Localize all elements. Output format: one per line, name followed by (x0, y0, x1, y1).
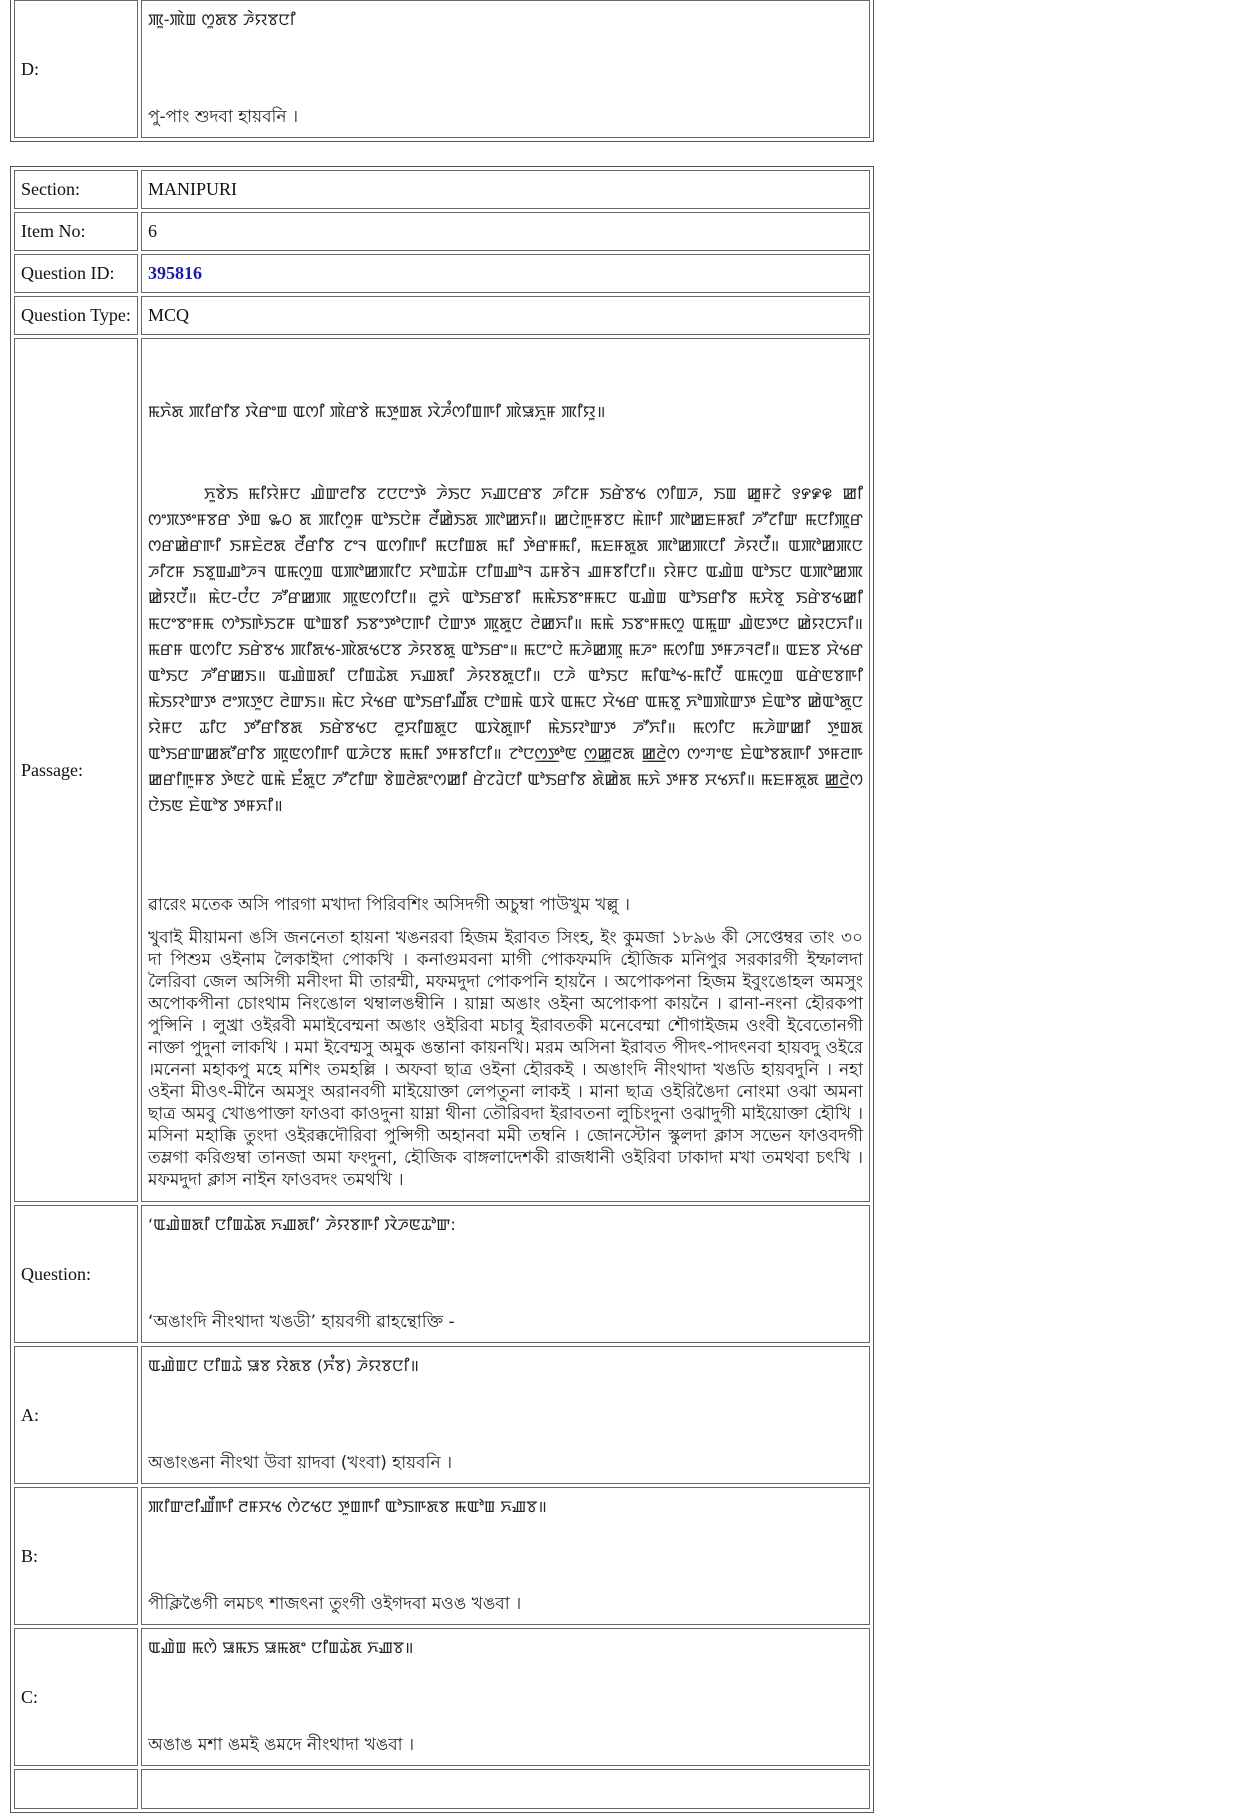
option-a-mm-text: ꯑꯉꯥꯡꯅ ꯅꯤꯡꯊꯥ ꯎꯕ ꯌꯥꯗꯕ (ꯈꯪꯕ) ꯍꯥꯌꯕꯅꯤ॥ (148, 1356, 419, 1375)
passage-content (141, 338, 870, 1202)
option-d-table (10, 0, 874, 142)
item-no-value: 6 (141, 212, 870, 251)
passage-bn-heading: ৱারেং মতেক অসি পারগা মখাদা পিরিবশিং অসিদগী অচুম্বা পাউখুম খল্লু । (148, 895, 631, 915)
option-a-bn-text: অঙাংঙনা নীংথা উবা য়াদবা (খংবা) হায়বনি । (148, 1453, 453, 1473)
question-table (10, 166, 874, 1813)
option-d-label: D: (14, 0, 138, 138)
passage-mm-heading: ꯃꯈꯥꯗ ꯄꯤꯔꯤꯕ ꯋꯥꯔꯦꯡ ꯑꯁꯤ ꯄꯥꯔꯕꯥ ꯃꯇꯨꯡꯗ ꯋꯥꯍꯪꯁꯤꯡꯒꯤ ꯄꯥꯎꯈꯨꯝ ꯄꯤꯌꯨ॥ (148, 402, 606, 421)
option-b-bn-text: পীক্লিঙৈগী লমচৎ শাজৎনা তুংগী ওইগদবা মওঙ খঙবা । (148, 1594, 522, 1614)
section-value: MANIPURI (141, 170, 870, 209)
option-b-content (141, 1487, 870, 1625)
question-content (141, 1205, 870, 1343)
option-a-label: A: (14, 1346, 138, 1484)
option-d-mm-text: ꯄꯨ-ꯄꯥꯡ ꯁꯨꯗꯕ ꯍꯥꯌꯕꯅꯤ (148, 10, 296, 29)
passage-label: Passage: (14, 338, 138, 1202)
question-type-value: MCQ (141, 296, 870, 335)
passage-bn-paragraph: খুবাই মীয়ামনা ঙসি জননেতা হায়না খঙনরবা হিজম ইরাবত সিংহ, ইং কুমজা ১৮৯৬ কী সেপ্তেম্বর তাং ৩০ দা পিশুম ওইনাম লৈকাইদা পোকখি । কনাগুমবনা মাগী পোকফমদি হৌজিক মনিপুর সরকারগী ইম্ফালদা লৈরিবা জেল অসিগী মনীংদা মী তারম্মী, মফমদুদা পোকপনি হায়নৈ । অপোকপনা হিজম ইবুংঙোহল অমসুং অপোকপীনা চোংথাম নিংঙোল থম্বালঙম্বীনি । য়াম্না অঙাং ওইনা অপোকপা কায়নৈ । ৱানা-নংনা হৌরকপা পুন্সিনি । লুখ্রা ওইরবী মমাইবেম্মনা অঙাং ওইরিবা মচাবু ইরাবতকী মনেবেম্মা শৌগাইজম ওংবী ইবেতোনগী নাক্তা পুদুনা লাকখি । মমা ইবেম্মসু অমুক ঙন্তানা কায়নখি। মরম অসিনা ইরাবত পীদৎ-পাদৎনবা হায়বদু ওইরে ।মনেনা মহাকপু মহে মশিং তমহল্লি । অফবা ছাত্র ওইনা হৌরকই । অঙাংদি নীংথাদা খঙডি হায়বদুনি । নহা ওইনা মীওৎ-মীনৈ অমসুং অরানবগী মাইয়োক্তা লেপতুনা লাকই । মানা ছাত্র ওইরিঙৈদা নোংমা ওঝা অমনা ছাত্র অমবু খোঙপাক্তা ফাওবা কাওদুনা য়াম্না থীনা তৌরিবদা ইরাবতনা লুচিংদুনা ওঝাদুগী মাইয়োক্তা হৌখি । মসিনা মহাক্কি তুংদা ওইরক্কদৌরিবা পুন্সিগী অহানবা মমী তম্বনি । জোনস্টোন স্কুলদা ক্লাস সভেন ফাওবদগী তম্লগা করিগুম্বা তানজা অমা ফংদুনা, হৌজিক বাঙ্গলাদেশকী রাজধানী ওইরিবা ঢাকাদা মখা তমথবা চৎখি । মফমদুদা ক্লাস নাইন ফাওবদং তমথখি । (148, 928, 863, 1190)
question-type-label: Question Type: (14, 296, 138, 335)
question-label: Question: (14, 1205, 138, 1343)
option-d-text (141, 0, 870, 138)
question-bn-text: ‘অঙাংদি নীংথাদা খঙডী’ হায়বগী ৱাহন্থোক্তি - (148, 1312, 455, 1332)
option-b-label: B: (14, 1487, 138, 1625)
question-id-label: Question ID: (14, 254, 138, 293)
passage-bn (148, 893, 863, 1191)
question-id-value: 395816 (141, 254, 870, 293)
item-no-label: Item No: (14, 212, 138, 251)
passage-mm-paragraph: ꯈꯨꯕꯥꯏ ꯃꯤꯌꯥꯝꯅ ꯉꯥꯛꯂꯤꯕ ꯖꯅꯅꯦꯇꯥ ꯍꯥꯏꯅ ꯈꯉꯅꯔꯕ ꯍꯤꯖꯝ ꯏꯔꯥꯕꯠ ꯁꯤꯡꯍ, ꯏꯡ ꯀꯨꯝꯖꯥ ꯱꯸꯹꯶ ꯀꯤ ꯁꯦꯞꯇꯦꯝꯕꯔ ꯇꯥꯡ ꯳꯰ ꯗ ꯄꯤꯁꯨꯝ ꯑꯣꯏꯅꯥꯝ ꯂꯩꯀꯥꯏꯗ ꯄꯣꯀꯈꯤ॥ ꯀꯅꯥꯒꯨꯝꯕꯅ ꯃꯥꯒꯤ ꯄꯣꯀꯐꯝꯗꯤ ꯍꯧꯖꯤꯛ ꯃꯅꯤꯄꯨꯔ ꯁꯔꯀꯥꯔꯒꯤ ꯏꯝꯐꯥꯂꯗ ꯂꯩꯔꯤꯕ ꯖꯦꯜ ꯑꯁꯤꯒꯤ ꯃꯅꯤꯡꯗ ꯃꯤ ꯇꯥꯔꯝꯃꯤ, ꯃꯐꯝꯗꯨꯗ ꯄꯣꯀꯄꯅꯤ ꯍꯥꯌꯅꯩ॥ ꯑꯄꯣꯀꯄꯅ ꯍꯤꯖꯝ ꯏꯕꯨꯡꯉꯣꯍꯜ ꯑꯃꯁꯨꯡ ꯑꯄꯣꯀꯄꯤꯅ ꯆꯣꯡꯊꯥꯝ ꯅꯤꯡꯉꯣꯜ ꯊꯝꯕꯥꯜ ꯉꯝꯕꯤꯅꯤ॥ ꯌꯥꯝꯅ ꯑꯉꯥꯡ ꯑꯣꯏꯅ ꯑꯄꯣꯀꯄ ꯀꯥꯌꯅꯩ॥ ꯃꯥꯅ-ꯅꯪꯅ ꯍꯧꯔꯀꯄ ꯄꯨꯟꯁꯤꯅꯤ॥ ꯂꯨꯈꯥ ꯑꯣꯏꯔꯕꯤ ꯃꯃꯥꯏꯕꯦꯝꯃꯅ ꯑꯉꯥꯡ ꯑꯣꯏꯔꯤꯕ ꯃꯆꯥꯕꯨ ꯏꯔꯥꯕꯠꯀꯤ ꯃꯅꯦꯕꯦꯝꯃ ꯁꯣꯏꯒꯥꯏꯖꯝ ꯑꯣꯡꯕꯤ ꯏꯕꯦꯇꯣꯅꯒꯤ ꯅꯥꯛꯇ ꯄꯨꯗꯨꯅ ꯂꯥꯀꯈꯤ॥ ꯃꯃꯥ ꯏꯕꯦꯝꯃꯁꯨ ꯑꯃꯨꯛ ꯉꯥꯟꯇꯅ ꯀꯥꯌꯅꯈꯤ॥ ꯃꯔꯝ ꯑꯁꯤꯅ ꯏꯔꯥꯕꯠ ꯄꯤꯗꯠ-ꯄꯥꯗꯠꯅꯕ ꯍꯥꯌꯕꯗꯨ ꯑꯣꯏꯔꯦ॥ ꯃꯅꯦꯅꯥ ꯃꯍꯥꯀꯄꯨ ꯃꯍꯦ ꯃꯁꯤꯡ ꯇꯝꯍꯜꯂꯤ॥ ꯑꯐꯕ ꯆꯥꯠꯔ ꯑꯣꯏꯅ ꯍꯧꯔꯀꯏ॥ ꯑꯉꯥꯡꯗꯤ ꯅꯤꯡꯊꯥꯗ ꯈꯉꯗꯤ ꯍꯥꯌꯕꯗꯨꯅꯤ॥ ꯅꯍꯥ ꯑꯣꯏꯅ ꯃꯤꯑꯣꯠ-ꯃꯤꯅꯩ ꯑꯃꯁꯨꯡ ꯑꯔꯥꯟꯕꯒꯤ ꯃꯥꯏꯌꯣꯛꯇ ꯂꯦꯞꯇꯨꯅ ꯂꯥꯛꯏ॥ ꯃꯥꯅ ꯆꯥꯠꯔ ꯑꯣꯏꯔꯤꯉꯩꯗ ꯅꯣꯡꯃꯥ ꯑꯋꯥ ꯑꯃꯅ ꯆꯥꯠꯔ ꯑꯃꯕꯨ ꯈꯣꯡꯄꯥꯛꯇ ꯐꯥꯑꯣꯕ ꯀꯥꯑꯣꯗꯨꯅ ꯌꯥꯝꯅ ꯊꯤꯅ ꯇꯧꯔꯤꯕꯗ ꯏꯔꯥꯕꯠꯅ ꯂꯨꯆꯤꯡꯗꯨꯅ ꯑꯋꯥꯗꯨꯒꯤ ꯃꯥꯏꯌꯣꯛꯇ ꯍꯧꯈꯤ॥ ꯃꯁꯤꯅ ꯃꯍꯥꯛꯀꯤ ꯇꯨꯡꯗ ꯑꯣꯏꯔꯛꯀꯗꯧꯔꯤꯕ ꯄꯨꯟꯁꯤꯒꯤ ꯑꯍꯥꯅꯕ ꯃꯃꯤ ꯇꯝꯕꯤꯅꯤ॥ ꯖꯣꯅꯁ꯭ꯇꯣꯟ ꯁ꯭ꯀꯨꯂꯗ ꯀ꯭ꯂꯥꯁ ꯁꯦꯚꯦꯟ ꯐꯥꯑꯣꯕꯗꯒꯤ ꯇꯝꯂꯒ ꯀꯔꯤꯒꯨꯝꯕ ꯇꯥꯟꯖꯥ ꯑꯃꯥ ꯐꯪꯗꯨꯅ ꯍꯧꯖꯤꯛ ꯕꯥꯡꯂꯥꯗꯦꯁꯀꯤ ꯔꯥꯖꯙꯥꯅꯤ ꯑꯣꯏꯔꯤꯕ ꯗꯥꯀꯥꯗ ꯃꯈꯥ ꯇꯝꯕ ꯆꯠꯈꯤ॥ ꯃꯐꯝꯗꯨꯗ ꯀ꯭ꯂꯥꯁ ꯅꯥꯏꯟ ꯐꯥꯑꯣꯕ ꯇꯝꯈꯤ॥ (148, 484, 869, 815)
passage-mm (148, 339, 869, 875)
next-row-label (14, 1769, 138, 1809)
option-d-bn-text: পু-পাং শুদবা হায়বনি । (148, 107, 299, 127)
option-b-mm-text: ꯄꯤꯛꯂꯤꯉꯩꯒꯤ ꯂꯝꯆꯠ ꯁꯥꯖꯠꯅ ꯇꯨꯡꯒꯤ ꯑꯣꯏꯒꯗꯕ ꯃꯑꯣꯡ ꯈꯉꯕ॥ (148, 1497, 547, 1516)
question-mm-text: ‘ꯑꯉꯥꯡꯗꯤ ꯅꯤꯡꯊꯥꯗ ꯈꯉꯗꯤ’ ꯍꯥꯌꯕꯒꯤ ꯋꯥꯍꯟꯊꯣꯛ: (148, 1215, 456, 1234)
option-c-content (141, 1628, 870, 1766)
option-c-bn-text: অঙাঙ মশা ঙমই ঙমদে নীংথাদা খঙবা । (148, 1735, 415, 1755)
option-a-content (141, 1346, 870, 1484)
next-row-content (141, 1769, 870, 1809)
option-c-mm-text: ꯑꯉꯥꯡ ꯃꯁꯥ ꯎꯃꯏ ꯎꯃꯗꯦ ꯅꯤꯡꯊꯥꯗ ꯈꯉꯕ॥ (148, 1638, 414, 1657)
option-c-label: C: (14, 1628, 138, 1766)
section-label: Section: (14, 170, 138, 209)
